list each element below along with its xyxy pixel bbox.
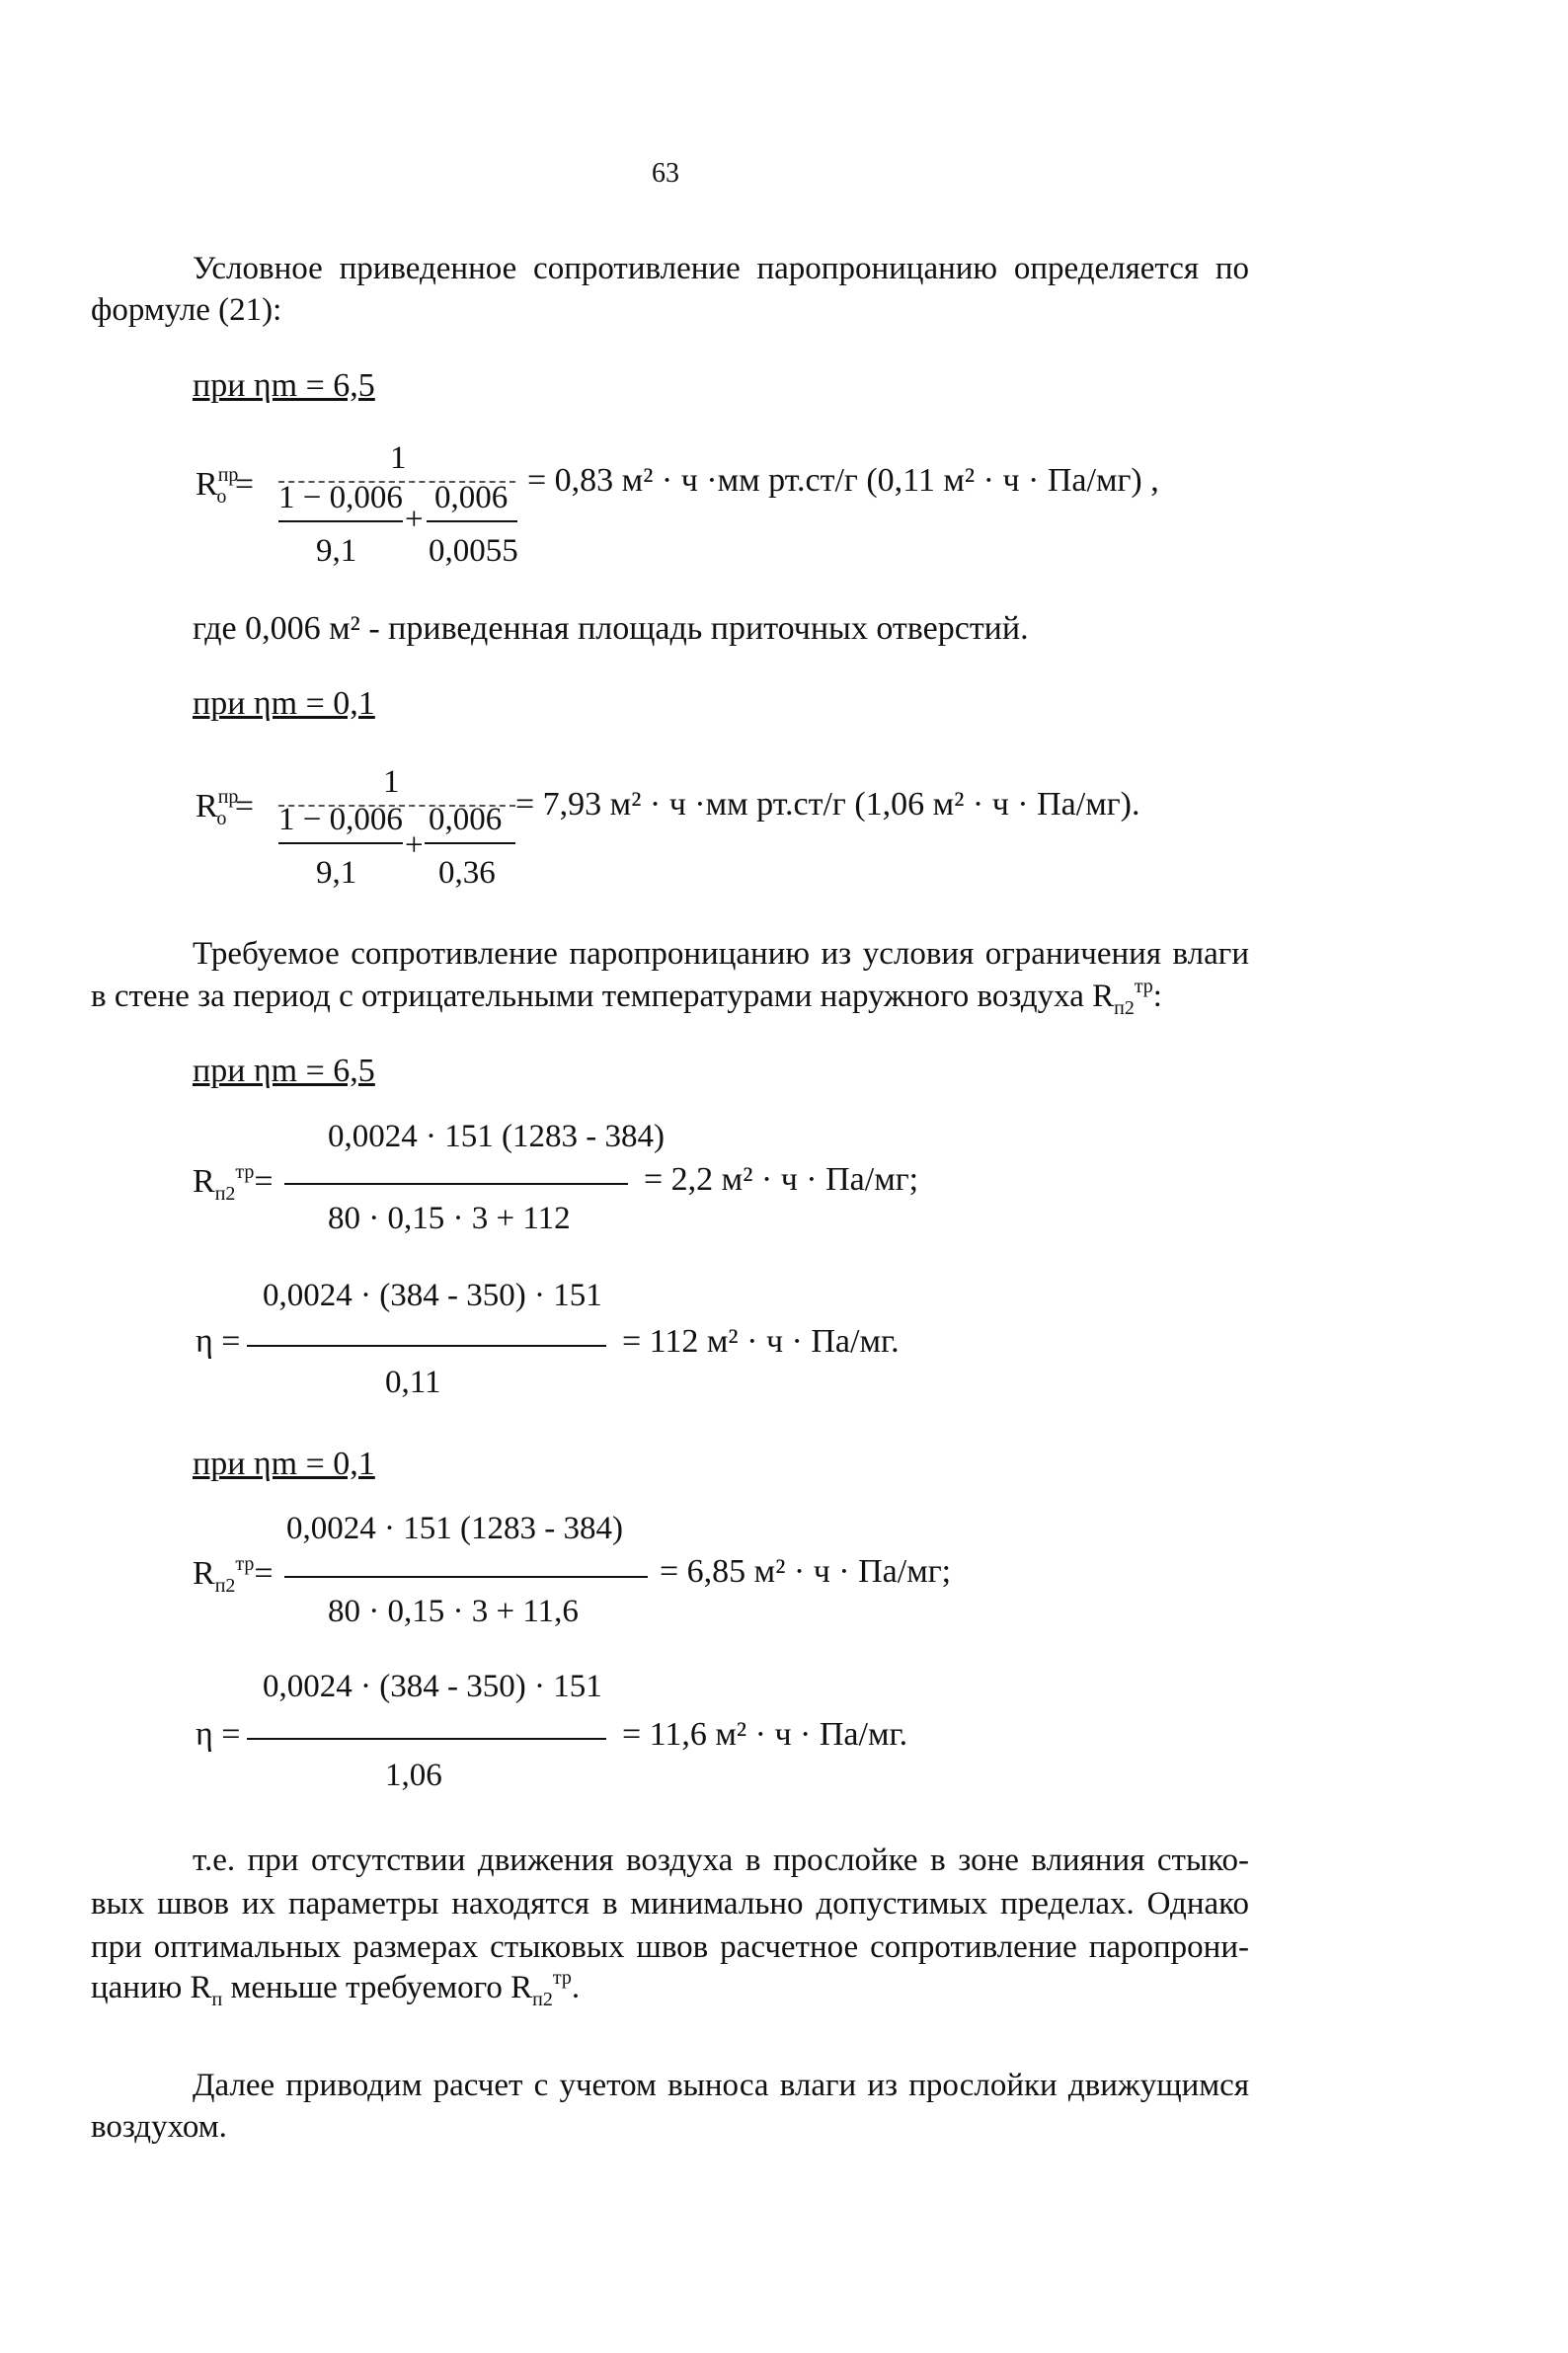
- subscript: о: [216, 808, 227, 829]
- formula-4-r-den: 80 · 0,15 · 3 + 11,6: [328, 1594, 579, 1629]
- formula-3-r-bar: [284, 1183, 628, 1185]
- superscript: тр: [1134, 976, 1153, 997]
- intro-paragraph-2: [91, 288, 486, 332]
- formula-2-t2-den: 0,36: [438, 855, 496, 891]
- subscript: п2: [214, 1183, 236, 1205]
- formula-3-eta-bar: [247, 1345, 606, 1347]
- formula-3-r-lhs: [193, 1161, 274, 1206]
- formula-2-lhs: [196, 786, 254, 830]
- r-symbol: R: [196, 466, 218, 503]
- condition-1: при ηm = 6,5: [193, 367, 375, 404]
- superscript: пр: [217, 786, 239, 808]
- page-number: 63: [652, 158, 679, 189]
- conclusion-paragraph: [193, 1839, 1249, 1882]
- formula-3-eta-den: 0,11: [385, 1365, 441, 1400]
- intro-line-2: формуле (21):: [91, 292, 282, 328]
- conclusion-line-4-text-b: меньше требуемого R: [222, 1970, 533, 2005]
- formula-1-t1-bar: [278, 520, 403, 522]
- formula-2-t1-den: 9,1: [316, 855, 357, 891]
- formula-3-eta-lhs: η =: [196, 1323, 241, 1360]
- conclusion-line-3: при оптимальных размерах стыковых швов расчетное сопротивление паропрони-: [91, 1929, 1249, 1965]
- colon: :: [1152, 979, 1162, 1014]
- required-line-1: Требуемое сопротивление паропроницанию из условия ограничения влаги: [193, 936, 1249, 972]
- formula-4-r-result: = 6,85 м² · ч · Па/мг;: [660, 1553, 952, 1590]
- intro-line-1: Условное приведенное сопротивление паропроницанию определяется по: [193, 251, 1249, 286]
- formula-1-result: = 0,83 м² · ч ·мм рт.ст/г (0,11 м² · ч · Па/мг) ,: [527, 462, 1159, 499]
- formula-4-eta-num: 0,0024 · (384 - 350) · 151: [263, 1669, 602, 1704]
- formula-2-t2-bar: [425, 842, 515, 844]
- formula-3-r-num: 0,0024 · 151 (1283 - 384): [328, 1119, 665, 1154]
- superscript: тр: [235, 1553, 255, 1575]
- formula-2-t2-num: 0,006: [429, 802, 503, 837]
- subscript: о: [216, 486, 227, 508]
- formula-1-lhs: [196, 464, 254, 509]
- equals-sign: =: [234, 466, 255, 503]
- formula-1-t1-num: 1 − 0,006: [278, 480, 403, 515]
- subscript: п2: [214, 1575, 236, 1597]
- formula-2-one: 1: [383, 764, 400, 800]
- final-line-2: воздухом.: [91, 2109, 227, 2145]
- final-paragraph: [193, 2064, 1249, 2107]
- formula-2-plus: +: [405, 827, 424, 863]
- conclusion-line-1: т.е. при отсутствии движения воздуха в прослойке в зоне влияния стыко-: [193, 1843, 1249, 1878]
- equals-sign: =: [254, 1163, 274, 1200]
- required-paragraph: [193, 932, 1249, 976]
- superscript: пр: [217, 464, 239, 486]
- formula-1-t2-bar: [427, 520, 517, 522]
- final-line-1: Далее приводим расчет с учетом выноса влаги из прослойки движущимся: [193, 2068, 1249, 2103]
- area-note: где 0,006 м² - приведенная площадь приточных отверстий.: [193, 610, 1029, 647]
- r-symbol: R: [193, 1163, 215, 1200]
- intro-paragraph: [193, 247, 1249, 290]
- formula-2-t1-bar: [278, 842, 403, 844]
- condition-4: при ηm = 0,1: [193, 1446, 375, 1482]
- formula-4-eta-den: 1,06: [385, 1758, 442, 1793]
- formula-3-r-den: 80 · 0,15 · 3 + 112: [328, 1201, 571, 1236]
- formula-4-eta-bar: [247, 1738, 606, 1740]
- formula-3-eta-num: 0,0024 · (384 - 350) · 151: [263, 1278, 602, 1313]
- formula-4-eta-result: = 11,6 м² · ч · Па/мг.: [622, 1716, 908, 1753]
- conclusion-line-4-text-a: цанию R: [91, 1970, 212, 2005]
- condition-2: при ηm = 0,1: [193, 685, 375, 722]
- formula-1-t1-den: 9,1: [316, 533, 357, 569]
- condition-3: при ηm = 6,5: [193, 1053, 375, 1089]
- formula-2-result: = 7,93 м² · ч ·мм рт.ст/г (1,06 м² · ч · Па/мг).: [515, 786, 1140, 823]
- superscript: тр: [552, 1967, 572, 1989]
- conclusion-line-2: вых швов их параметры находятся в минимально допустимых пределах. Однако: [91, 1886, 1249, 1922]
- subscript: п2: [1114, 997, 1135, 1019]
- conclusion-paragraph-2: [91, 1882, 1249, 1969]
- final-paragraph-2: [91, 2105, 486, 2149]
- formula-4-r-num: 0,0024 · 151 (1283 - 384): [286, 1511, 623, 1546]
- formula-4-r-lhs: [193, 1553, 274, 1598]
- equals-sign: =: [234, 788, 255, 824]
- period: .: [571, 1970, 581, 2005]
- r-symbol: R: [196, 788, 218, 824]
- conclusion-line-4: [91, 1967, 580, 2011]
- formula-1-one: 1: [390, 440, 407, 476]
- formula-3-r-result: = 2,2 м² · ч · Па/мг;: [644, 1161, 919, 1198]
- formula-1-plus: +: [405, 502, 424, 537]
- formula-2-t1-num: 1 − 0,006: [278, 802, 403, 837]
- formula-1-t2-num: 0,006: [434, 480, 509, 515]
- formula-1-t2-den: 0,0055: [429, 533, 518, 569]
- required-line-2: [91, 976, 1162, 1020]
- subscript: п: [211, 1989, 223, 2010]
- equals-sign: =: [254, 1555, 274, 1592]
- r-symbol: R: [193, 1555, 215, 1592]
- subscript: п2: [532, 1989, 553, 2010]
- formula-4-r-bar: [284, 1576, 648, 1578]
- formula-3-eta-result: = 112 м² · ч · Па/мг.: [622, 1323, 900, 1360]
- required-line-2-text: в стене за период с отрицательными температурами наружного воздуха R: [91, 979, 1115, 1014]
- superscript: тр: [235, 1161, 255, 1183]
- formula-4-eta-lhs: η =: [196, 1716, 241, 1753]
